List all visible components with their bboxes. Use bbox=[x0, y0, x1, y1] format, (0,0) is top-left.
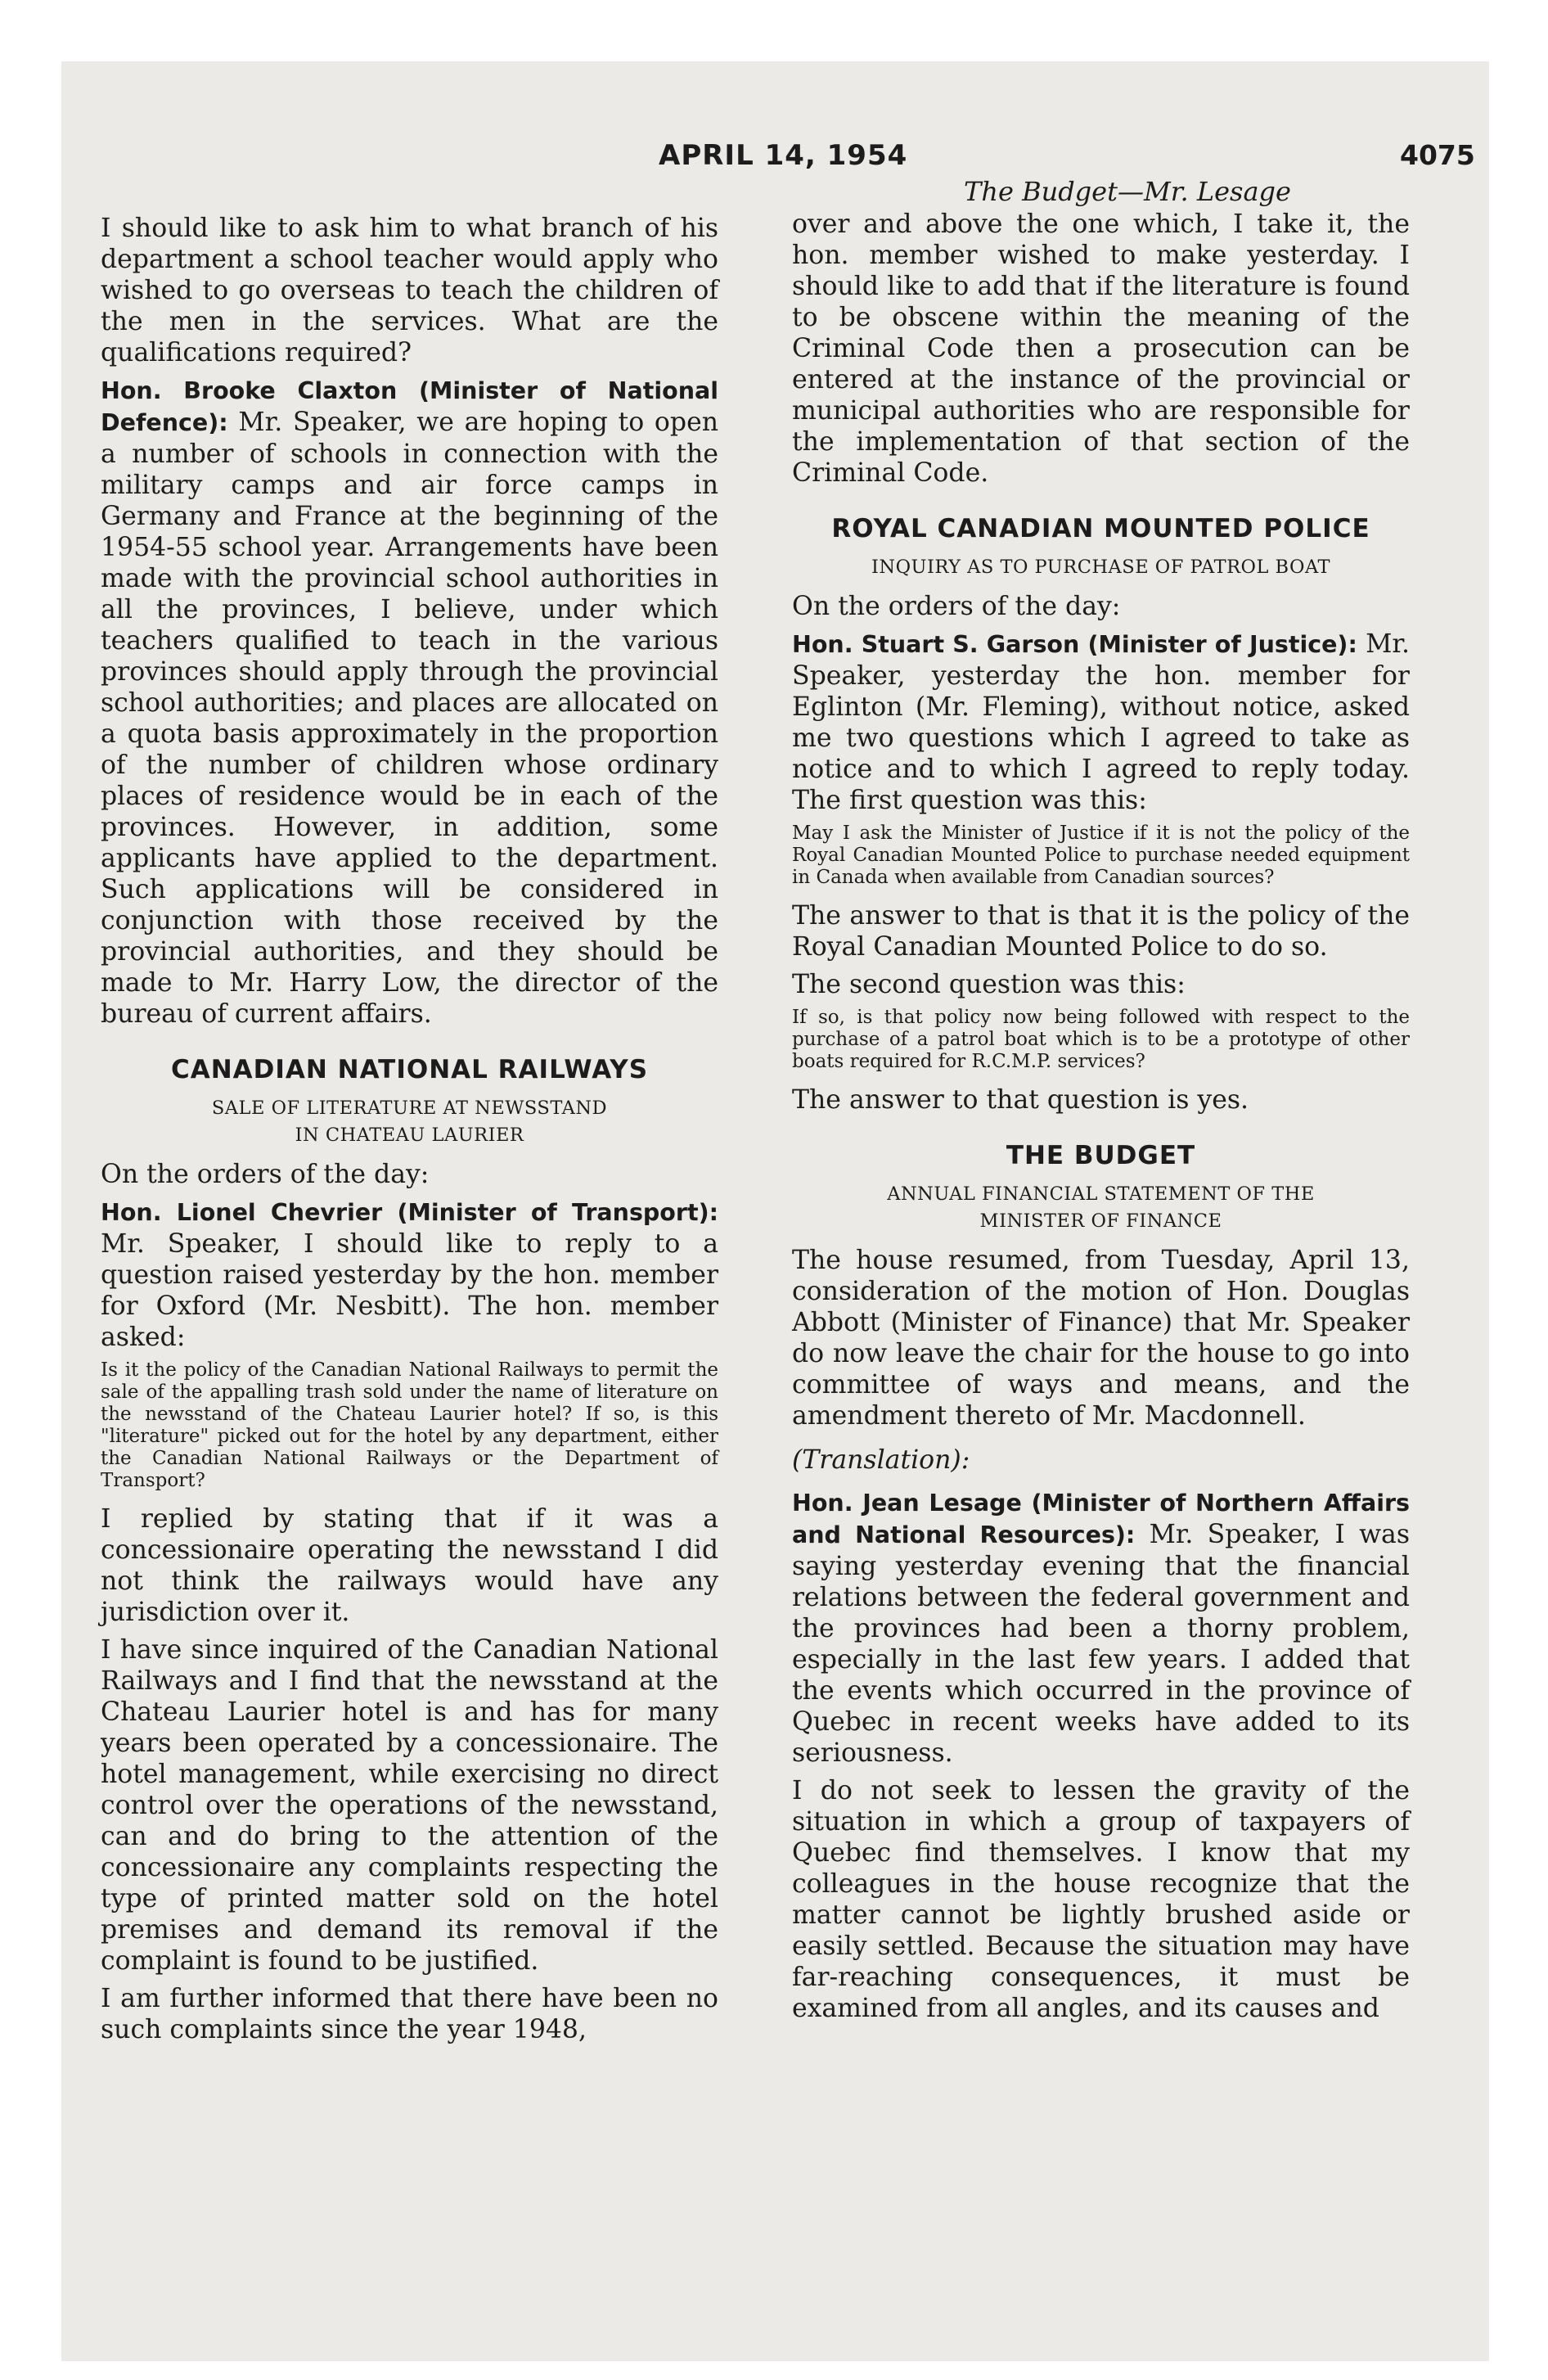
page-scan bbox=[61, 61, 1489, 2361]
speaker-name: Hon. Jean Lesage (Minister of Northern Affairs and National Resources): bbox=[792, 1490, 1410, 1548]
speaker-name: Hon. Stuart S. Garson (Minister of Justice): bbox=[792, 631, 1357, 658]
subheading-line: IN CHATEAU LAURIER bbox=[295, 1125, 524, 1146]
section-heading: THE BUDGET bbox=[1006, 1141, 1196, 1170]
section-heading: CANADIAN NATIONAL RAILWAYS bbox=[170, 1055, 649, 1084]
paragraph-text: Mr. Speaker, we are hoping to open a number of schools in connection with the military camps and air force camps in Germany and France at the beginning of the 1954-55 school year. Arrangements have been made with the provincial school authorities in all the provinces, I believe, under which teachers qualified to teach in the various provinces should apply through the provincial school authorities; and places are allocated on a quota basis approximately in the proportion of the number of children whose ordinary places of residence would be in each of the provinces. However, in addition, some applicants have applied to the department. Such applications will be considered in conjunction with those received by the provincial authorities, and they should be made to Mr. Harry Low, the director of the bureau of current affairs. bbox=[101, 408, 718, 1029]
subheading-line: MINISTER OF FINANCE bbox=[979, 1210, 1222, 1232]
paragraph: The answer to that question is yes. bbox=[792, 1085, 1249, 1115]
paragraph: I am further informed that there have been no such complaints since the year 1948, bbox=[101, 1984, 718, 2044]
paragraph: The second question was this: bbox=[792, 970, 1186, 999]
speaker-name: Hon. Lionel Chevrier (Minister of Transport): bbox=[101, 1199, 718, 1226]
section-heading: ROYAL CANADIAN MOUNTED POLICE bbox=[831, 514, 1370, 543]
paragraph bbox=[101, 375, 718, 1030]
orders-of-day: On the orders of the day: bbox=[101, 1160, 430, 1189]
page-date: APRIL 14, 1954 bbox=[659, 139, 908, 172]
section-subheading: INQUIRY AS TO PURCHASE OF PATROL BOAT bbox=[871, 557, 1330, 578]
paragraph bbox=[792, 1487, 1410, 1769]
speaker-name: Hon. Brooke Claxton (Minister of National Defence): bbox=[101, 377, 718, 436]
paragraph: The house resumed, from Tuesday, April 13, consideration of the motion of Hon. Douglas Abbott (Minister of Finance) that Mr. Speaker do now leave the chair for the house to go into committee of ways and means, and the amendment thereto of Mr. Macdonnell. bbox=[792, 1246, 1410, 1431]
translation-marker: (Translation): bbox=[792, 1445, 970, 1475]
section-subheading bbox=[792, 1181, 1410, 1235]
subheading-line: ANNUAL FINANCIAL STATEMENT OF THE bbox=[887, 1183, 1315, 1205]
paragraph-text: Mr. Speaker, I was saying yesterday evening that the financial relations between the federal government and the provinces had been a thorny problem, especially in the last few years. I added that the events which occurred in the province of Quebec in recent weeks have added to its seriousness. bbox=[792, 1520, 1411, 1768]
quoted-question: Is it the policy of the Canadian National Railways to permit the sale of the appalling trash sold under the name of literature on the newsstand of the Chateau Laurier hotel? If so, is this "literature" picked out for the hotel by any department, either the Canadian National Railways or the Department of Transport? bbox=[101, 1359, 718, 1491]
orders-of-day: On the orders of the day: bbox=[792, 592, 1121, 621]
paragraph-text: Mr. Speaker, I should like to reply to a question raised yesterday by the hon. member for Oxford (Mr. Nesbitt). The hon. member asked: bbox=[101, 1229, 718, 1352]
left-column bbox=[101, 213, 718, 2052]
paragraph: over and above the one which, I take it, the hon. member wished to make yesterday. I should like to add that if the literature is found to be obscene within the meaning of the Criminal Code then a prosecution can be entered at the instance of the provincial or municipal authorities who are responsible for the implementation of that section of the Criminal Code. bbox=[792, 210, 1410, 488]
running-head: The Budget—Mr. Lesage bbox=[964, 176, 1291, 207]
right-column bbox=[792, 209, 1410, 2031]
paragraph bbox=[101, 1197, 718, 1353]
paragraph: I have since inquired of the Canadian National Railways and I find that the newsstand at the Chateau Laurier hotel is and has for many years been operated by a concessionaire. The hotel management, while exercising no direct control over the operations of the newsstand, can and do bring to the attention of the concessionaire any complaints respecting the type of printed matter sold on the hotel premises and demand its removal if the complaint is found to be justified. bbox=[101, 1635, 718, 1976]
paragraph-text: Mr. Speaker, yesterday the hon. member for Eglinton (Mr. Fleming), without notice, asked me two questions which I agreed to take as notice and to which I agreed to reply today. The first question was this: bbox=[792, 629, 1410, 815]
page-number: 4075 bbox=[1400, 139, 1475, 171]
quoted-question: If so, is that policy now being followed with respect to the purchase of a patrol boat which is to be a prototype of other boats required for R.C.M.P. services? bbox=[792, 1007, 1410, 1072]
subheading-line: SALE OF LITERATURE AT NEWSSTAND bbox=[211, 1098, 608, 1119]
paragraph: I do not seek to lessen the gravity of the situation in which a group of taxpayers of Quebec find themselves. I know that my colleagues in the house recognize that the matter cannot be lightly brushed aside or easily settled. Because the situation may have far-reaching consequences, it must be examined from all angles, and its causes and bbox=[792, 1776, 1410, 2023]
paragraph bbox=[792, 629, 1410, 816]
paragraph: The answer to that is that it is the policy of the Royal Canadian Mounted Police to do so. bbox=[792, 901, 1410, 962]
paragraph: I should like to ask him to what branch of his department a school teacher would apply who wished to go overseas to teach the children of the men in the services. What are the qualifications required? bbox=[101, 214, 718, 367]
quoted-question: May I ask the Minister of Justice if it is not the policy of the Royal Canadian Mounted Police to purchase needed equipment in Canada when available from Canadian sources? bbox=[792, 823, 1410, 888]
section-subheading bbox=[101, 1095, 718, 1149]
paragraph: I replied by stating that if it was a concessionaire operating the newsstand I did not think the railways would have any jurisdiction over it. bbox=[101, 1504, 718, 1627]
